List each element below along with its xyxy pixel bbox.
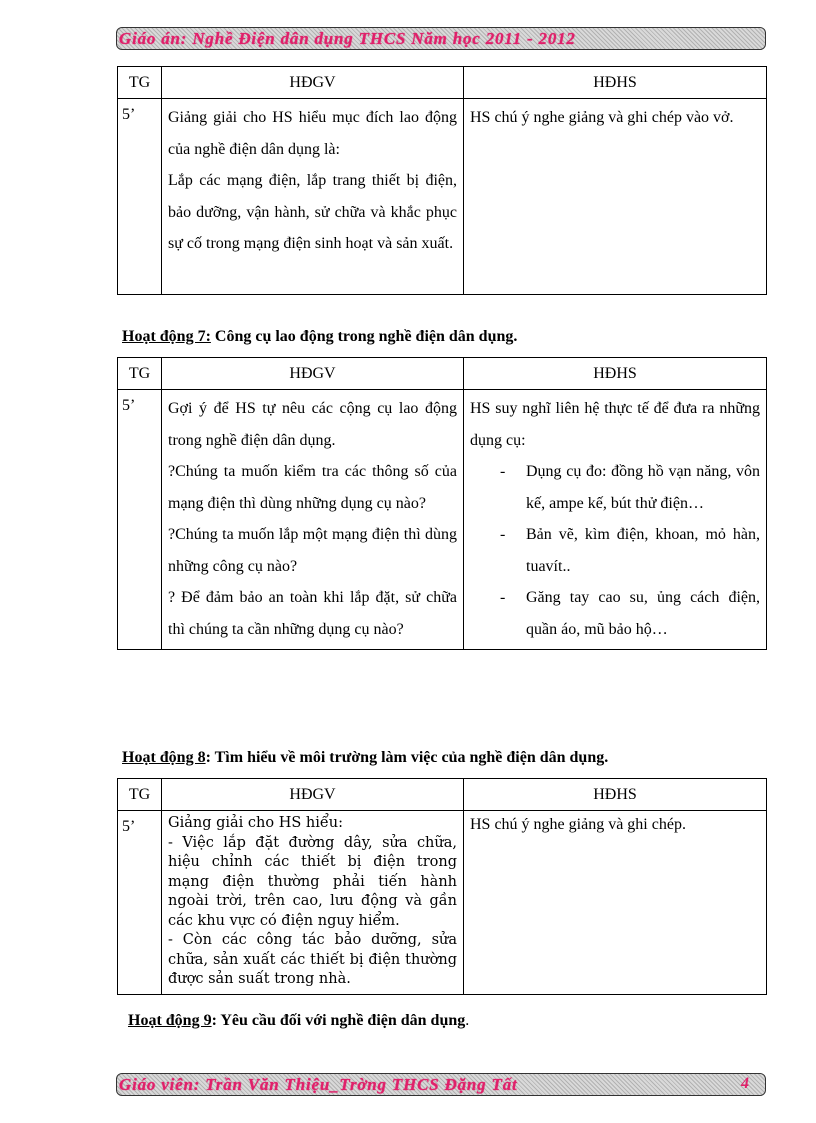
- table-header-row: [118, 67, 767, 99]
- header-tg: TG: [118, 358, 162, 390]
- hdgv-cell: [162, 390, 464, 650]
- header-hdgv: HĐGV: [162, 358, 464, 390]
- footer-banner: [116, 1073, 766, 1096]
- list-item: - Dụng cụ đo: đồng hồ vạn năng, vôn kế, ampe kế, bút thử điện…: [470, 456, 760, 519]
- activity-8-heading: [122, 749, 608, 767]
- tg-cell: 5’: [118, 99, 162, 295]
- hdgv-cell: [162, 99, 464, 295]
- table-header-row: [118, 358, 767, 390]
- tg-cell: 5’: [118, 811, 162, 995]
- table-row: [118, 99, 767, 295]
- lesson-table-2: [117, 357, 767, 650]
- activity-9-period: .: [465, 1012, 470, 1029]
- hdgv-paragraph: - Việc lắp đặt đường dây, sửa chữa, hiệu chỉnh các thiết bị điện trong mạng điện thường phải tiến hành ngoài trời, trên cao, lưu động và gần các khu vực có điện nguy hiểm.: [168, 834, 457, 929]
- activity-9-label: Hoạt động 9: [128, 1012, 212, 1029]
- hdgv-paragraph: ?Chúng ta muốn lắp một mạng điện thì dùng những công cụ nào?: [168, 526, 457, 575]
- header-hdhs: HĐHS: [464, 358, 767, 390]
- header-text: Giáo án: Nghề Điện dân dụng THCS Năm học 2011 - 2012: [119, 29, 576, 48]
- hdgv-paragraph: ?Chúng ta muốn kiểm tra các thông số của mạng điện thì dùng những dụng cụ nào?: [168, 463, 457, 512]
- hdgv-cell: [162, 811, 464, 995]
- activity-7-heading: [122, 328, 517, 346]
- hdgv-paragraph: Gợi ý để HS tự nêu các cộng cụ lao động trong nghề điện dân dụng.: [168, 400, 457, 449]
- hdhs-cell: [464, 99, 767, 295]
- hdhs-paragraph: HS chú ý nghe giảng và ghi chép vào vở.: [470, 109, 734, 126]
- tool-list: [470, 456, 760, 645]
- hdgv-paragraph: Giảng giải cho HS hiểu mục đích lao động của nghề điện dân dụng là:: [168, 109, 457, 158]
- hdhs-cell: [464, 390, 767, 650]
- tg-cell: 5’: [118, 390, 162, 650]
- lesson-table-3: [117, 778, 767, 995]
- header-hdhs: HĐHS: [464, 67, 767, 99]
- hdgv-paragraph: Lắp các mạng điện, lắp trang thiết bị điện, bảo dưỡng, vận hành, sử chữa và khắc phục sự cố trong mạng điện sinh hoạt và sản xuất.: [168, 172, 457, 252]
- footer-text: Giáo viên: Trần Văn Thiệu_Trờng THCS Đặng Tất: [119, 1075, 518, 1094]
- activity-8-label: Hoạt động 8: [122, 749, 206, 766]
- header-hdgv: HĐGV: [162, 779, 464, 811]
- header-banner: [116, 27, 766, 50]
- lesson-table-1: [117, 66, 767, 295]
- header-hdhs: HĐHS: [464, 779, 767, 811]
- header-tg: TG: [118, 67, 162, 99]
- activity-9-heading: [128, 1012, 469, 1030]
- hdhs-paragraph: HS suy nghĩ liên hệ thực tế để đưa ra những dụng cụ:: [470, 400, 760, 449]
- activity-7-title: Công cụ lao động trong nghề điện dân dụng.: [210, 328, 518, 345]
- hdgv-paragraph: Giảng giải cho HS hiểu:: [168, 815, 344, 831]
- table-row: [118, 811, 767, 995]
- hdgv-paragraph: - Còn các công tác bảo dưỡng, sửa chữa, sản xuất các thiết bị điện thường được sản suất trong nhà.: [168, 932, 457, 987]
- table-row: [118, 390, 767, 650]
- header-hdgv: HĐGV: [162, 67, 464, 99]
- header-tg: TG: [118, 779, 162, 811]
- activity-8-title: : Tìm hiểu về môi trường làm việc của nghề điện dân dụng.: [205, 749, 609, 766]
- hdhs-cell: [464, 811, 767, 995]
- table-header-row: [118, 779, 767, 811]
- list-item: - Bản vẽ, kìm điện, khoan, mỏ hàn, tuavít..: [470, 519, 760, 582]
- activity-9-title: : Yêu cầu đối với nghề điện dân dụng: [211, 1012, 466, 1029]
- list-item: - Găng tay cao su, ủng cách điện, quần áo, mũ bảo hộ…: [470, 582, 760, 645]
- hdhs-paragraph: HS chú ý nghe giảng và ghi chép.: [470, 816, 686, 833]
- activity-7-label: Hoạt động 7:: [122, 328, 211, 345]
- page-number: 4: [741, 1075, 749, 1092]
- hdgv-paragraph: ? Để đảm bảo an toàn khi lắp đặt, sử chữa thì chúng ta cần những dụng cụ nào?: [168, 589, 457, 638]
